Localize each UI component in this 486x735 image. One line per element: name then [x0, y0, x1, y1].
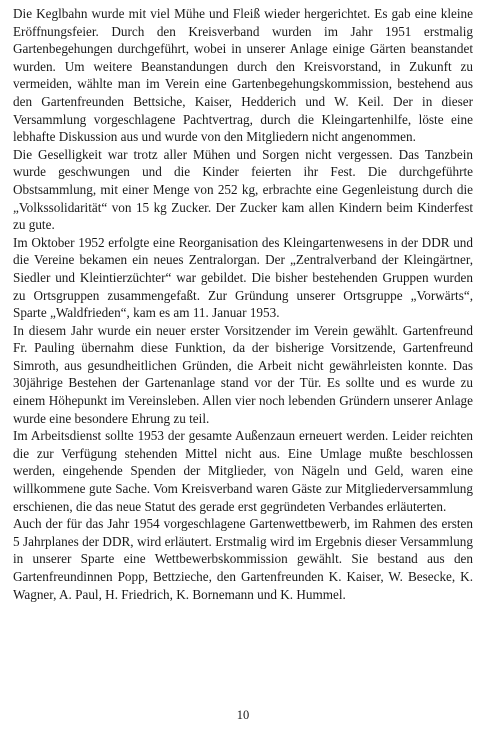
page-number: 10 — [236, 708, 250, 722]
paragraph: Die Keglbahn wurde mit viel Mühe und Fleiß wieder hergerichtet. Es gab eine kleine Eröffnungsfeier. Durch den Kreisverband wurden im Jahr 1951 erstmalig Gartenbegehungen durchgeführt, wobei in unserer Anlage einige Gärten beanstandet wurden. Um weitere Beanstandungen durch den Kreisvorstand, in Zukunft zu vermeiden, wählte man im Verein eine Gartenbegehungskommission, bestehend aus den Gartenfreunden Bettsiche, Kaiser, Hedderich und W. Keil. Der in dieser Versammlung vorgeschlagene Pachtvertrag, durch die Kleingartenhilfe, löste eine lebhafte Diskussion aus und wurde von den Mitgliedern nicht angenommen. — [13, 6, 473, 145]
paragraph: Auch der für das Jahr 1954 vorgeschlagene Gartenwettbewerb, im Rahmen des ersten 5 Jahrplanes der DDR, wird erläutert. Erstmalig wird im Ergebnis dieser Versammlung in unserer Sparte eine Wettbewerbskommission gewählt. Sie bestand aus den Gartenfreundinnen Popp, Bettzieche, den Gartenfreunden K. Kaiser, W. Besecke, K. Wagner, A. Paul, H. Friedrich, K. Bornemann und K. Hummel. — [13, 516, 473, 602]
paragraph: Im Oktober 1952 erfolgte eine Reorganisation des Kleingartenwesens in der DDR und die Vereine bekamen ein neues Zentralorgan. Der „Zentralverband der Kleingärtner, Siedler und Kleintierzüchter“ war gebildet. Die bisher bestehenden Gruppen wurden zu Ortsgruppen zusammengefaßt. Zur Gründung unserer Ortsgruppe „Vorwärts“, Sparte „Waldfrieden“, kam es am 11. Januar 1953. — [13, 234, 473, 321]
paragraph: Die Geselligkeit war trotz aller Mühen und Sorgen nicht vergessen. Das Tanzbein wurde geschwungen und die Kinder feierten ihr Fest. Die durchgeführte Obstsammlung, mit einer Menge von 252 kg, erbrachte eine Gegenleistung durch die „Volkssolidarität“ von 15 kg Zucker. Der Zucker kam allen Kindern beim Kinderfest zu gute. — [13, 146, 473, 233]
paragraph: Im Arbeitsdienst sollte 1953 der gesamte Außenzaun erneuert werden. Leider reichten die zur Verfügung stehenden Mittel nicht aus. Eine Umlage mußte beschlossen werden, eingehende Spenden der Mitglieder, von Nägeln und Geld, waren eine willkommene gute Sache. Vom Kreisverband waren Gäste zur Mitgliederversammlung erschienen, die das neue Statut des gerade erst gegründeten Verbandes erläuterten. — [13, 428, 473, 514]
body-text — [13, 5, 473, 603]
paragraph: In diesem Jahr wurde ein neuer erster Vorsitzender im Verein gewählt. Gartenfreund Fr. Pauling übernahm diese Funktion, da der bisherige Vorsitzende, Gartenfreund Simroth, aus gesundheitlichen Gründen, die Arbeit nicht gewährleisten konnte. Das 30jährige Bestehen der Gartenanlage stand vor der Tür. Es sollte und es wurde zu einem Höhepunkt im Vereinsleben. Allen vier noch lebenden Gründern unserer Anlage wurde eine besondere Ehrung zu teil. — [13, 322, 473, 426]
